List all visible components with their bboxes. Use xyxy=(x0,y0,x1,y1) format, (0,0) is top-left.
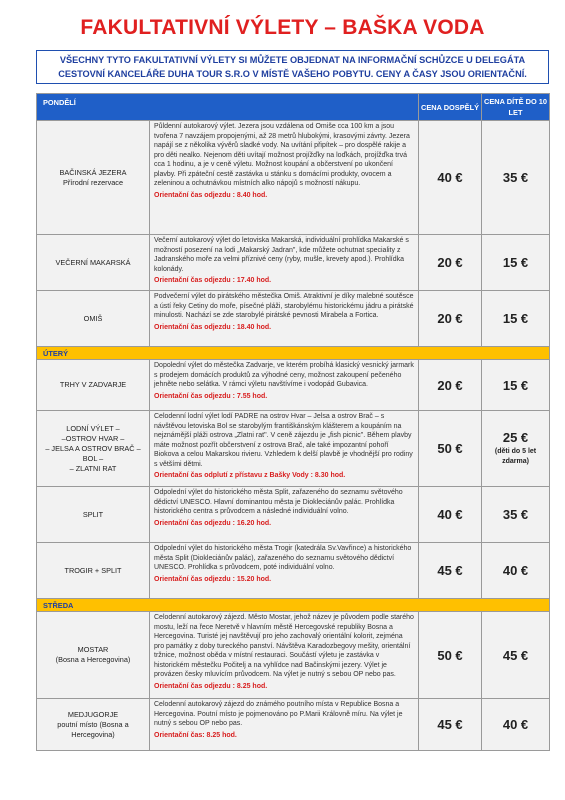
adult-price: 50 € xyxy=(419,612,482,699)
departure-time: Orientační čas odjezdu : 7.55 hod. xyxy=(154,392,268,400)
departure-time: Orientační čas odjezdu : 15.20 hod. xyxy=(154,575,272,583)
notice-box xyxy=(36,50,549,84)
trip-row-bacinska-jezera xyxy=(37,121,550,235)
notice-line-2: CESTOVNÍ KANCELÁŘE DUHA TOUR S.R.O V MÍSTĚ VAŠEHO POBYTU. CENY A ČASY JSOU ORIENTAČNÍ. xyxy=(58,69,527,79)
child-price: 45 € xyxy=(482,612,550,699)
departure-time: Orientační čas: 8.25 hod. xyxy=(154,731,237,739)
trip-description-text: Dopolední výlet do městečka Zadvarje, ve kterém probíhá klasický vesnický jarmark s prodejem domácích produktů za výhodné ceny, možnost zakoupení pečeného jehněte nebo selátka. V rámci výletu navštívíme i vodopád Gubavica. xyxy=(154,362,414,388)
departure-time: Orientační čas odjezdu : 8.40 hod. xyxy=(154,191,268,199)
trip-row-split xyxy=(37,487,550,543)
adult-price: 40 € xyxy=(419,487,482,543)
trip-row-mostar xyxy=(37,612,550,699)
adult-price: 20 € xyxy=(419,360,482,411)
trip-name-line: –OSTROV HVAR – xyxy=(61,433,125,443)
trip-description-text: Celodenní autokarový zájezd. Město Mostar, jehož název je původem podle starého mostu, leží na řece Neretvě v hlavním městě Hercegovské republiky Bosna a Hercegovina. Turisté jej navštěvují pro jeho zachovalý orientální kolorit, zejména pro památky z doby tureckého panství. Návštěva Karadozbegovy mešity, orientální tržnice, možnost oběda v místní restauraci. Součástí výletu je zastávka v historickém městečku Počitelj a na vyhlídce nad Bačinskými jezery. Výlet je provázen česky mluvícím průvodcem. Na výlet je nutný s sebou OP nebo pas. xyxy=(154,614,414,678)
trip-row-trogir-split xyxy=(37,543,550,599)
child-price: 40 € xyxy=(482,543,550,599)
header-day-monday: PONDĚLÍ xyxy=(37,94,419,121)
trip-description xyxy=(150,411,419,487)
trip-name xyxy=(37,121,150,235)
trip-name xyxy=(37,360,150,411)
trip-name-line: SPLIT xyxy=(82,509,104,519)
trip-name-line: (Bosna a Hercegovina) xyxy=(55,655,131,664)
trip-name-line: MEDJUGORJE xyxy=(67,709,119,719)
trip-name-line: – JELSA A OSTROV BRAČ – xyxy=(45,443,141,453)
trip-description-text: Podvečerní výlet do pirátského městečka Omiš. Atraktivní je díky malebné soutěsce a ústí řeky Cetiny do moře, písečné pláži, starobylému historickému jádru a pirátské minulosti. Nachází se zde starobylé pirátské pevnosti Mirabela a Fortica. xyxy=(154,293,414,319)
trip-description-text: Celodenní lodní výlet lodí PADRE na ostrov Hvar – Jelsa a ostrov Brač – s návštěvou letoviska Bol se starobylým františkánským klášterem a koupáním na nejznámější pláži ostrova „Zlatni rat". V ceně zájezdu je „fish picnic". Během plavby máte možnost pozřít občerstvení z ostrova Brač, ale také impozantní pohoří Biokova a celou Makarskou rivieru. Vzhledem k delší plavbě je vhodnější pro rodiny s většími dětmi. xyxy=(154,413,413,468)
adult-price: 20 € xyxy=(419,235,482,291)
trip-name-line: BOL – xyxy=(82,453,104,463)
adult-price: 50 € xyxy=(419,411,482,487)
child-price: 40 € xyxy=(482,699,550,751)
departure-time: Orientační čas odjezdu : 18.40 hod. xyxy=(154,323,272,331)
trip-description xyxy=(150,235,419,291)
child-price-cell xyxy=(482,411,550,487)
trip-name-line: TROGIR + SPLIT xyxy=(64,565,122,575)
trip-name-line: BAČINSKÁ JEZERA xyxy=(59,167,127,177)
trip-description-text: Odpolední výlet do historického města Split, zařazeného do seznamu světového dědictví UNESCO. Hlavní dominantou města je Diokleciánův palác. Prohlídka historického centra s průvodcem a následné individuální volno. xyxy=(154,489,403,515)
header-child-price: CENA DÍTĚ DO 10 LET xyxy=(482,94,550,121)
trip-row-omis xyxy=(37,291,550,347)
child-price-note: (děti do 5 let zdarma) xyxy=(494,448,537,465)
trip-description xyxy=(150,487,419,543)
notice-line-1: VŠECHNY TYTO FAKULTATIVNÍ VÝLETY SI MŮŽETE OBJEDNAT NA INFORMAČNÍ SCHŮZCE U DELEGÁTA xyxy=(59,55,526,65)
day-row-tuesday xyxy=(37,347,550,360)
trip-name xyxy=(37,235,150,291)
trip-row-trhy-zadvarje xyxy=(37,360,550,411)
trip-description xyxy=(150,291,419,347)
day-label: STŘEDA xyxy=(37,599,550,612)
child-price: 15 € xyxy=(482,360,550,411)
trip-name-line: Hercegovina) xyxy=(71,729,115,739)
trip-name-line: TRHY V ZADVARJE xyxy=(59,380,127,389)
adult-price: 40 € xyxy=(419,121,482,235)
departure-time: Orientační čas odjezdu : 8.25 hod. xyxy=(154,682,268,690)
child-price: 35 € xyxy=(482,487,550,543)
day-label: ÚTERÝ xyxy=(37,347,550,360)
departure-time: Orientační čas odplutí z přístavu z Bašky Vody : 8.30 hod. xyxy=(154,472,346,479)
trip-description-text: Půldenní autokarový výlet. Jezera jsou vzdálena od Omiše cca 100 km a jsou tvořena 7 navzájem propojenými, až 28 metrů hlubokými, krasovými závrty. Jezera napájí se z několika vývěrů sladké vody. Na uvítání připítek – pro dospělé rakije a pro děti nealko. Nejenom děti uvítají možnost projížďky na loďkách, projížďka trvá cca 1 hodinu, a je v ceně výletu. Možnost koupání a občerstvení po ukončení plavby. Při zpáteční cestě zastávka u stánku s domácími produkty, ovocem a zeleninou a ochutnávkou místních alko nápojů s možností nákupu. xyxy=(154,123,410,187)
trip-name xyxy=(37,411,150,487)
trip-description-text: Večerní autokarový výlet do letoviska Makarská, individuální prohlídka Makarské s možností posezení na lodi „Makarský Jadran", kde můžete ochutnat speciality z Jadranského moře za velmi příznivé ceny (ryby, mušle, krevety apod.). Prohlídka kolonády. xyxy=(154,237,409,273)
child-price: 15 € xyxy=(482,235,550,291)
departure-time: Orientační čas odjezdu : 16.20 hod. xyxy=(154,519,272,527)
trip-description xyxy=(150,121,419,235)
trip-name-line: Přírodní rezervace xyxy=(62,177,124,187)
child-price: 35 € xyxy=(482,121,550,235)
child-price: 15 € xyxy=(482,291,550,347)
trip-row-vecerni-makarska xyxy=(37,235,550,291)
child-price: 25 € xyxy=(502,430,529,445)
trip-name xyxy=(37,291,150,347)
departure-time: Orientační čas odjezdu : 17.40 hod. xyxy=(154,277,272,284)
trip-name xyxy=(37,487,150,543)
trip-name-line: LODNÍ VÝLET – xyxy=(66,423,120,433)
day-row-wednesday xyxy=(37,599,550,612)
trip-name xyxy=(37,612,150,699)
trip-name-line: MOSTAR xyxy=(77,645,109,654)
page-title: FAKULTATIVNÍ VÝLETY – BAŠKA VODA xyxy=(80,16,485,39)
trip-description xyxy=(150,360,419,411)
table-header xyxy=(37,94,550,121)
trip-description xyxy=(150,699,419,751)
trip-name xyxy=(37,699,150,751)
trip-name-line: – ZLATNI RAT xyxy=(69,463,117,473)
trip-row-medjugorje xyxy=(37,699,550,751)
trip-row-lodni-vylet xyxy=(37,411,550,487)
trip-description-text: Celodenní autokarový zájezd do známého poutního místa v Republice Bosna a Hercegovina. Poutní místo je pojmenováno po P.Marii Královně míru. Na výlet je nutný s sebou OP nebo pas. xyxy=(154,701,403,727)
adult-price: 45 € xyxy=(419,699,482,751)
trips-table xyxy=(36,93,550,751)
trip-name-line: OMIŠ xyxy=(83,313,103,323)
adult-price: 45 € xyxy=(419,543,482,599)
trip-description-text: Odpolední výlet do historického města Trogir (katedrála Sv.Vavřince) a historického města Split (Diokleciánův palác), zařazeného do seznamu světového dědictví UNESCO. Prohlídka s průvodcem, poté individuální volno. xyxy=(154,545,412,571)
trip-name-line: poutní místo (Bosna a xyxy=(57,719,129,729)
trip-name xyxy=(37,543,150,599)
trip-description xyxy=(150,612,419,699)
trip-description xyxy=(150,543,419,599)
adult-price: 20 € xyxy=(419,291,482,347)
header-adult-price: CENA DOSPĚLÝ xyxy=(419,94,482,121)
trip-name-line: VEČERNÍ MAKARSKÁ xyxy=(55,257,131,267)
